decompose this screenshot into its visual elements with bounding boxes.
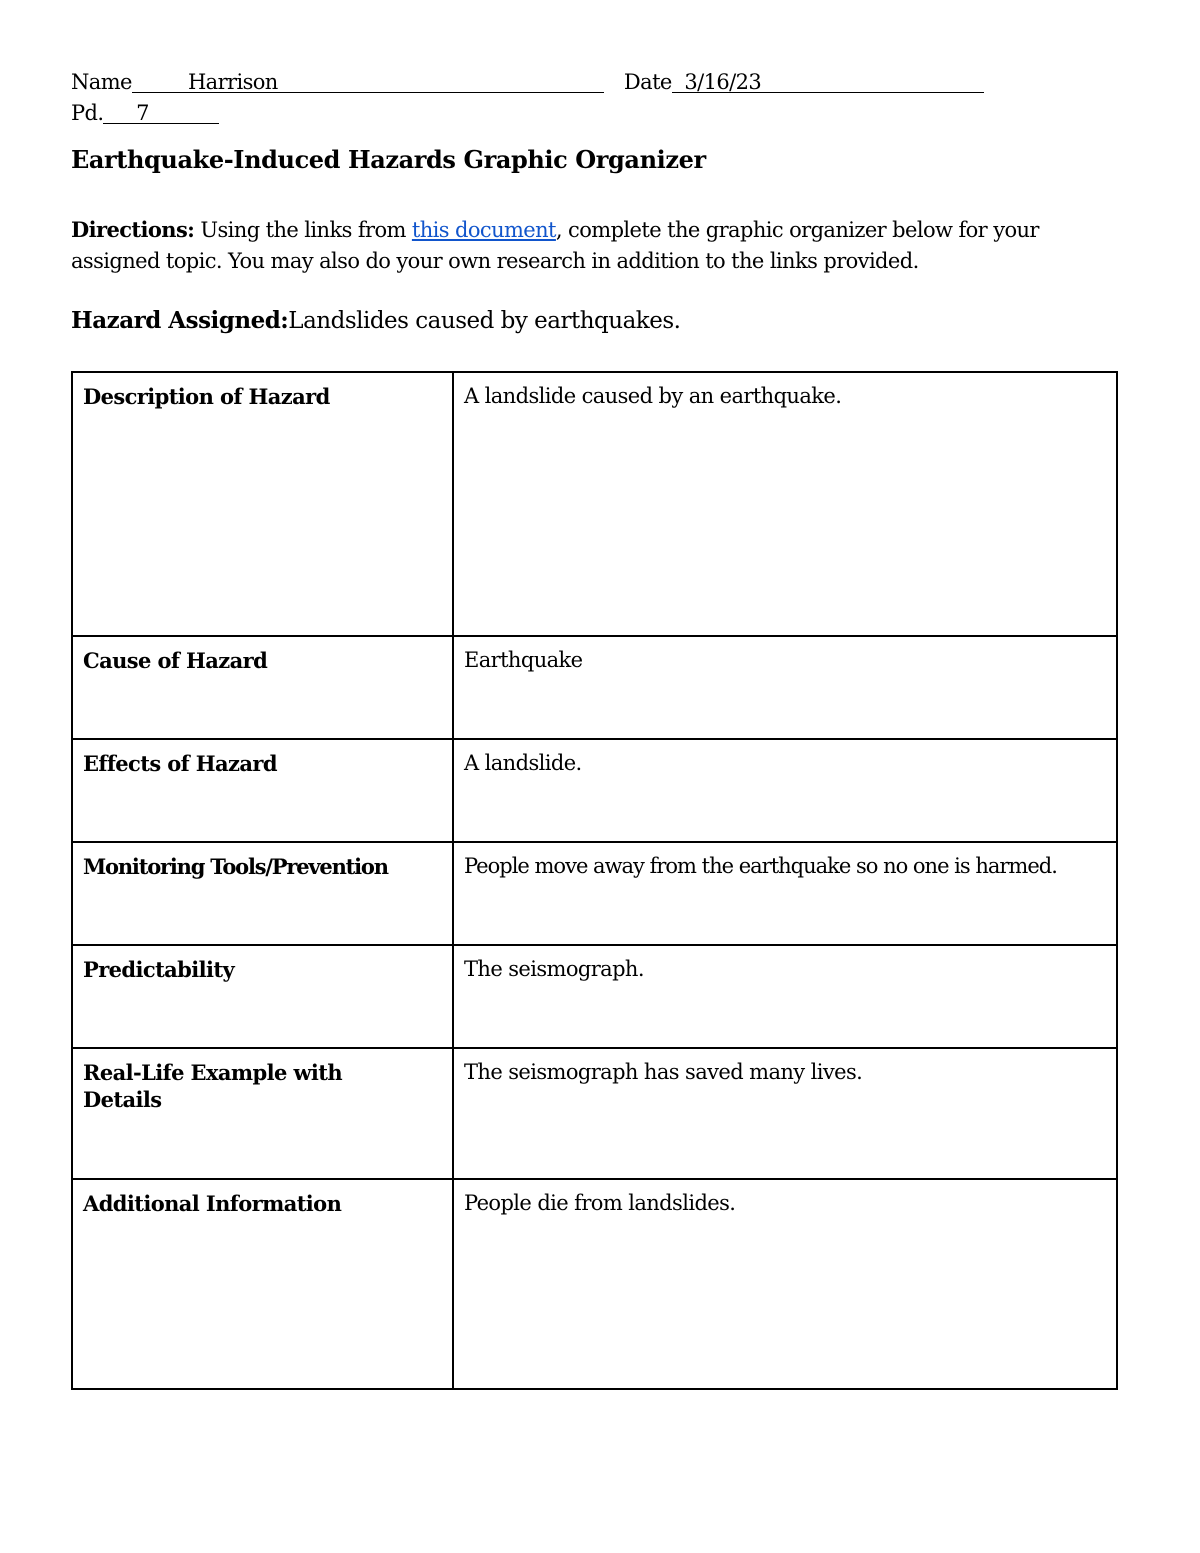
date-field: [672, 72, 984, 93]
name-date-line: [71, 70, 984, 94]
row-answer: People move away from the earthquake so no one is harmed.: [453, 842, 1117, 945]
date-value: 3/16/23: [684, 70, 762, 94]
row-answer: People die from landslides.: [453, 1179, 1117, 1389]
row-label: Monitoring Tools/Prevention: [72, 842, 453, 945]
table-row: [72, 636, 1117, 739]
table-row: [72, 739, 1117, 842]
hazard-assigned-label: Hazard Assigned:: [71, 307, 289, 334]
row-label: Effects of Hazard: [72, 739, 453, 842]
directions-text-before-link: Using the links from: [194, 218, 412, 242]
name-field: [132, 72, 604, 93]
period-line: [71, 101, 219, 125]
row-label: Predictability: [72, 945, 453, 1048]
page-title: Earthquake-Induced Hazards Graphic Organizer: [71, 145, 706, 174]
row-label: Additional Information: [72, 1179, 453, 1389]
period-label: Pd.: [71, 101, 104, 125]
row-label: Cause of Hazard: [72, 636, 453, 739]
hazard-assigned-value: Landslides caused by earthquakes.: [288, 308, 681, 334]
row-answer: The seismograph.: [453, 945, 1117, 1048]
row-label: Real-Life Example with Details: [72, 1048, 453, 1179]
row-answer: The seismograph has saved many lives.: [453, 1048, 1117, 1179]
table-row: [72, 1179, 1117, 1389]
table-row: [72, 842, 1117, 945]
directions-label: Directions:: [71, 217, 195, 242]
graphic-organizer-table: [71, 371, 1118, 1390]
directions-text-after-link: , complete the graphic organizer below for your assigned topic. You may also do your own research in addition to the links provided.: [71, 218, 1039, 273]
date-label: Date: [623, 70, 672, 94]
row-label: Description of Hazard: [72, 372, 453, 636]
period-value: 7: [136, 101, 149, 125]
row-answer: A landslide.: [453, 739, 1117, 842]
name-value: Harrison: [187, 70, 278, 94]
table-row: [72, 372, 1117, 636]
hazard-assigned-line: [71, 307, 680, 334]
period-field: [103, 103, 219, 124]
row-answer: Earthquake: [453, 636, 1117, 739]
name-label: Name: [71, 70, 132, 94]
directions-paragraph: [71, 214, 1121, 277]
row-answer: A landslide caused by an earthquake.: [453, 372, 1117, 636]
table-row: [72, 945, 1117, 1048]
table-row: [72, 1048, 1117, 1179]
this-document-link[interactable]: this document: [411, 218, 556, 242]
